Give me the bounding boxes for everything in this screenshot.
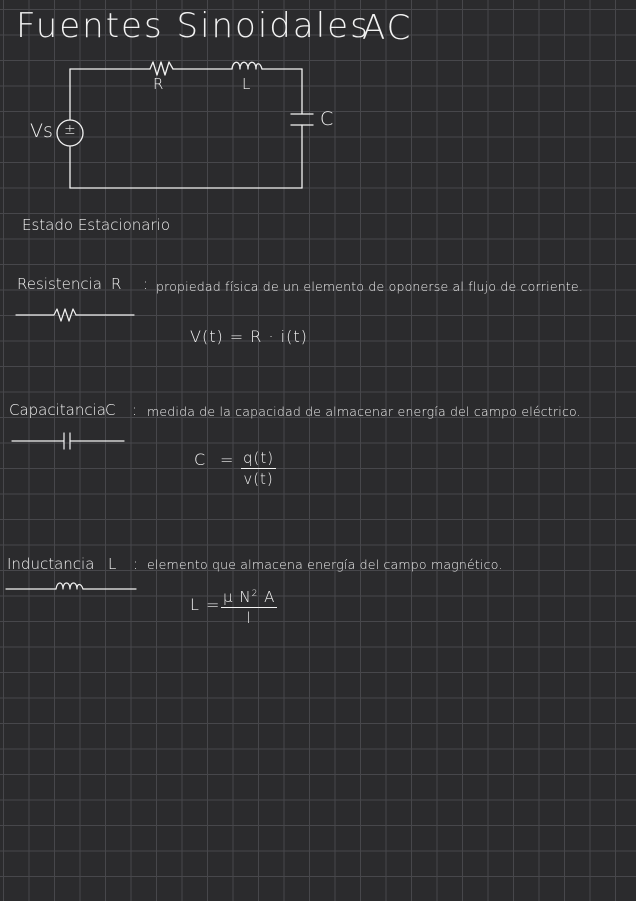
a-symbol: A [264, 588, 276, 606]
capacitancia-formula-lhs: C [194, 450, 207, 469]
resistencia-symbol: R [111, 275, 122, 293]
capacitancia-term: Capacitancia [9, 401, 106, 419]
inductancia-term: Inductancia [7, 555, 95, 573]
capacitancia-formula-eq: = [220, 450, 235, 469]
capacitancia-numerator: q(t) [243, 449, 275, 467]
inductancia-formula-eq: = [206, 595, 221, 614]
mu-symbol: μ [223, 588, 234, 606]
resistencia-separator: : [143, 275, 149, 293]
inductancia-denominator: l [246, 609, 252, 627]
inductancia-separator: : [133, 555, 139, 573]
source-sign: ± [64, 122, 76, 138]
capacitancia-separator: : [132, 401, 138, 419]
page-title: Fuentes Sinoidales [16, 6, 370, 46]
resistencia-formula: V(t) = R · i(t) [190, 327, 308, 346]
capacitancia-denominator: v(t) [243, 470, 274, 488]
subtitle: Estado Estacionario [22, 216, 171, 234]
inductancia-symbol: L [108, 555, 117, 573]
capacitancia-definition: medida de la capacidad de almacenar energía del campo eléctrico. [147, 404, 581, 419]
inductancia-numerator [221, 588, 277, 608]
inductancia-definition: elemento que almacena energía del campo magnético. [147, 557, 503, 572]
capacitancia-symbol: C [105, 401, 116, 419]
resistencia-term: Resistencia [17, 275, 102, 293]
inductor-label: L [242, 75, 251, 93]
n-symbol: N [239, 588, 252, 606]
page-title-suffix: AC [362, 8, 413, 48]
inductancia-fraction [221, 588, 277, 627]
resistor-label: R [153, 75, 164, 93]
n-exponent: 2 [251, 589, 259, 599]
resistencia-definition: propiedad física de un elemento de oponerse al flujo de corriente. [156, 279, 583, 294]
source-label: Vs [30, 120, 53, 142]
capacitor-label: C [320, 108, 334, 130]
inductancia-formula-lhs: L [190, 595, 200, 614]
